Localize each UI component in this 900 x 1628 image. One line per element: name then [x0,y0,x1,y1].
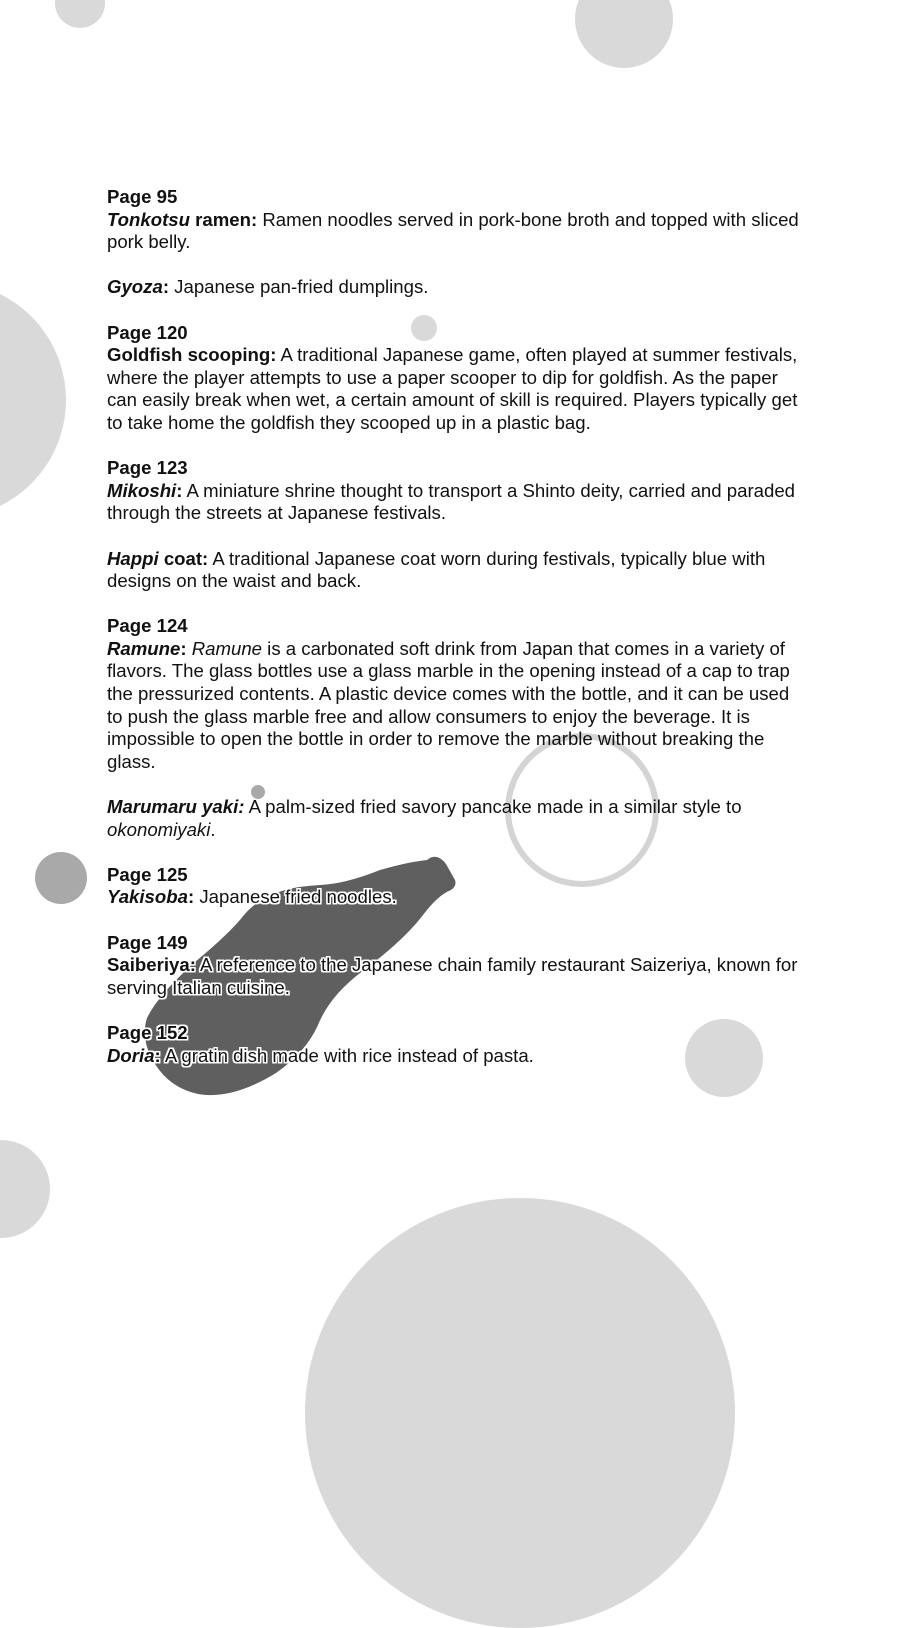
term-definition: Ramen noodles served in pork-bone broth and topped with sliced pork belly. [107,208,799,253]
page-number-heading: Page 124 [107,615,188,637]
term-label: Goldfish scooping: [107,344,277,366]
glossary-entry-yakisoba [107,886,807,909]
term-italic: Yakisoba [107,886,188,908]
term-label: coat: [158,547,209,569]
term-definition: A traditional Japanese coat worn during festivals, typically blue with designs on the waist and back. [107,547,766,592]
term-definition: A miniature shrine thought to transport a Shinto deity, carried and paraded through the streets at Japanese festivals. [107,479,796,524]
definition-italic: Ramune [186,637,263,659]
term-definition: Japanese fried noodles. [194,886,397,908]
glossary-entry-saiberiya [107,954,807,999]
definition-end: . [210,818,216,840]
term-label: Saiberiya: [107,954,196,976]
page-number-heading: Page 120 [107,321,188,343]
term-label: : [154,1044,161,1066]
term-label: : [180,637,187,659]
term-italic: Marumaru yaki: [107,796,245,818]
term-definition: A reference to the Japanese chain family restaurant Saizeriya, known for serving Italian cuisine. [107,954,798,998]
term-definition: Japanese pan-fried dumplings. [169,276,429,298]
term-italic: Happi [107,547,159,569]
page-number-heading: Page 95 [107,186,178,207]
page-number-heading: Page 125 [107,863,188,885]
term-italic: Ramune [107,637,181,659]
glossary-entry-ramune [107,638,807,774]
term-label: ramen: [189,208,258,230]
term-label: : [176,479,183,501]
glossary-entry-mikoshi [107,480,807,525]
glossary-entry-doria [107,1045,807,1068]
glossary-entry-happi-coat [107,548,807,593]
page-number-heading: Page 123 [107,457,188,479]
term-label: : [162,276,170,298]
term-italic: Tonkotsu [107,208,190,230]
glossary-entry-tonkotsu [107,209,807,254]
glossary-entry-gyoza [107,276,807,299]
term-definition: A traditional Japanese game, often played at summer festivals, where the player attempts to use a paper scooper to dip for goldfish. As the paper can easily break when wet, a certain amount of skill is required. Players typically get to take home the goldfish they scooped up in a plastic bag. [107,344,798,433]
term-definition: A gratin dish made with rice instead of pasta. [160,1044,534,1066]
term-label: : [187,886,195,908]
term-italic: Gyoza [107,276,163,298]
term-definition: A palm-sized fried savory pancake made in a similar style to [244,796,742,818]
term-italic: Doria [107,1044,155,1066]
term-italic: Mikoshi [107,479,177,501]
page-number-heading: Page 149 [107,931,188,953]
glossary-entry-goldfish-scooping [107,344,807,434]
term-definition: is a carbonated soft drink from Japan that comes in a variety of flavors. The glass bottles use a glass marble in the opening instead of a cap to trap the pressurized contents. A plastic device comes with the bottle, and it can be used to push the glass marble free and allow consumers to enjoy the beverage. It is impossible to open the bottle in order to remove the marble without breaking the glass. [107,637,790,772]
translation-notes [107,186,807,1067]
definition-italic: okonomiyaki [107,818,211,840]
page-number-heading: Page 152 [107,1021,188,1043]
glossary-entry-marumaru-yaki [107,796,807,841]
